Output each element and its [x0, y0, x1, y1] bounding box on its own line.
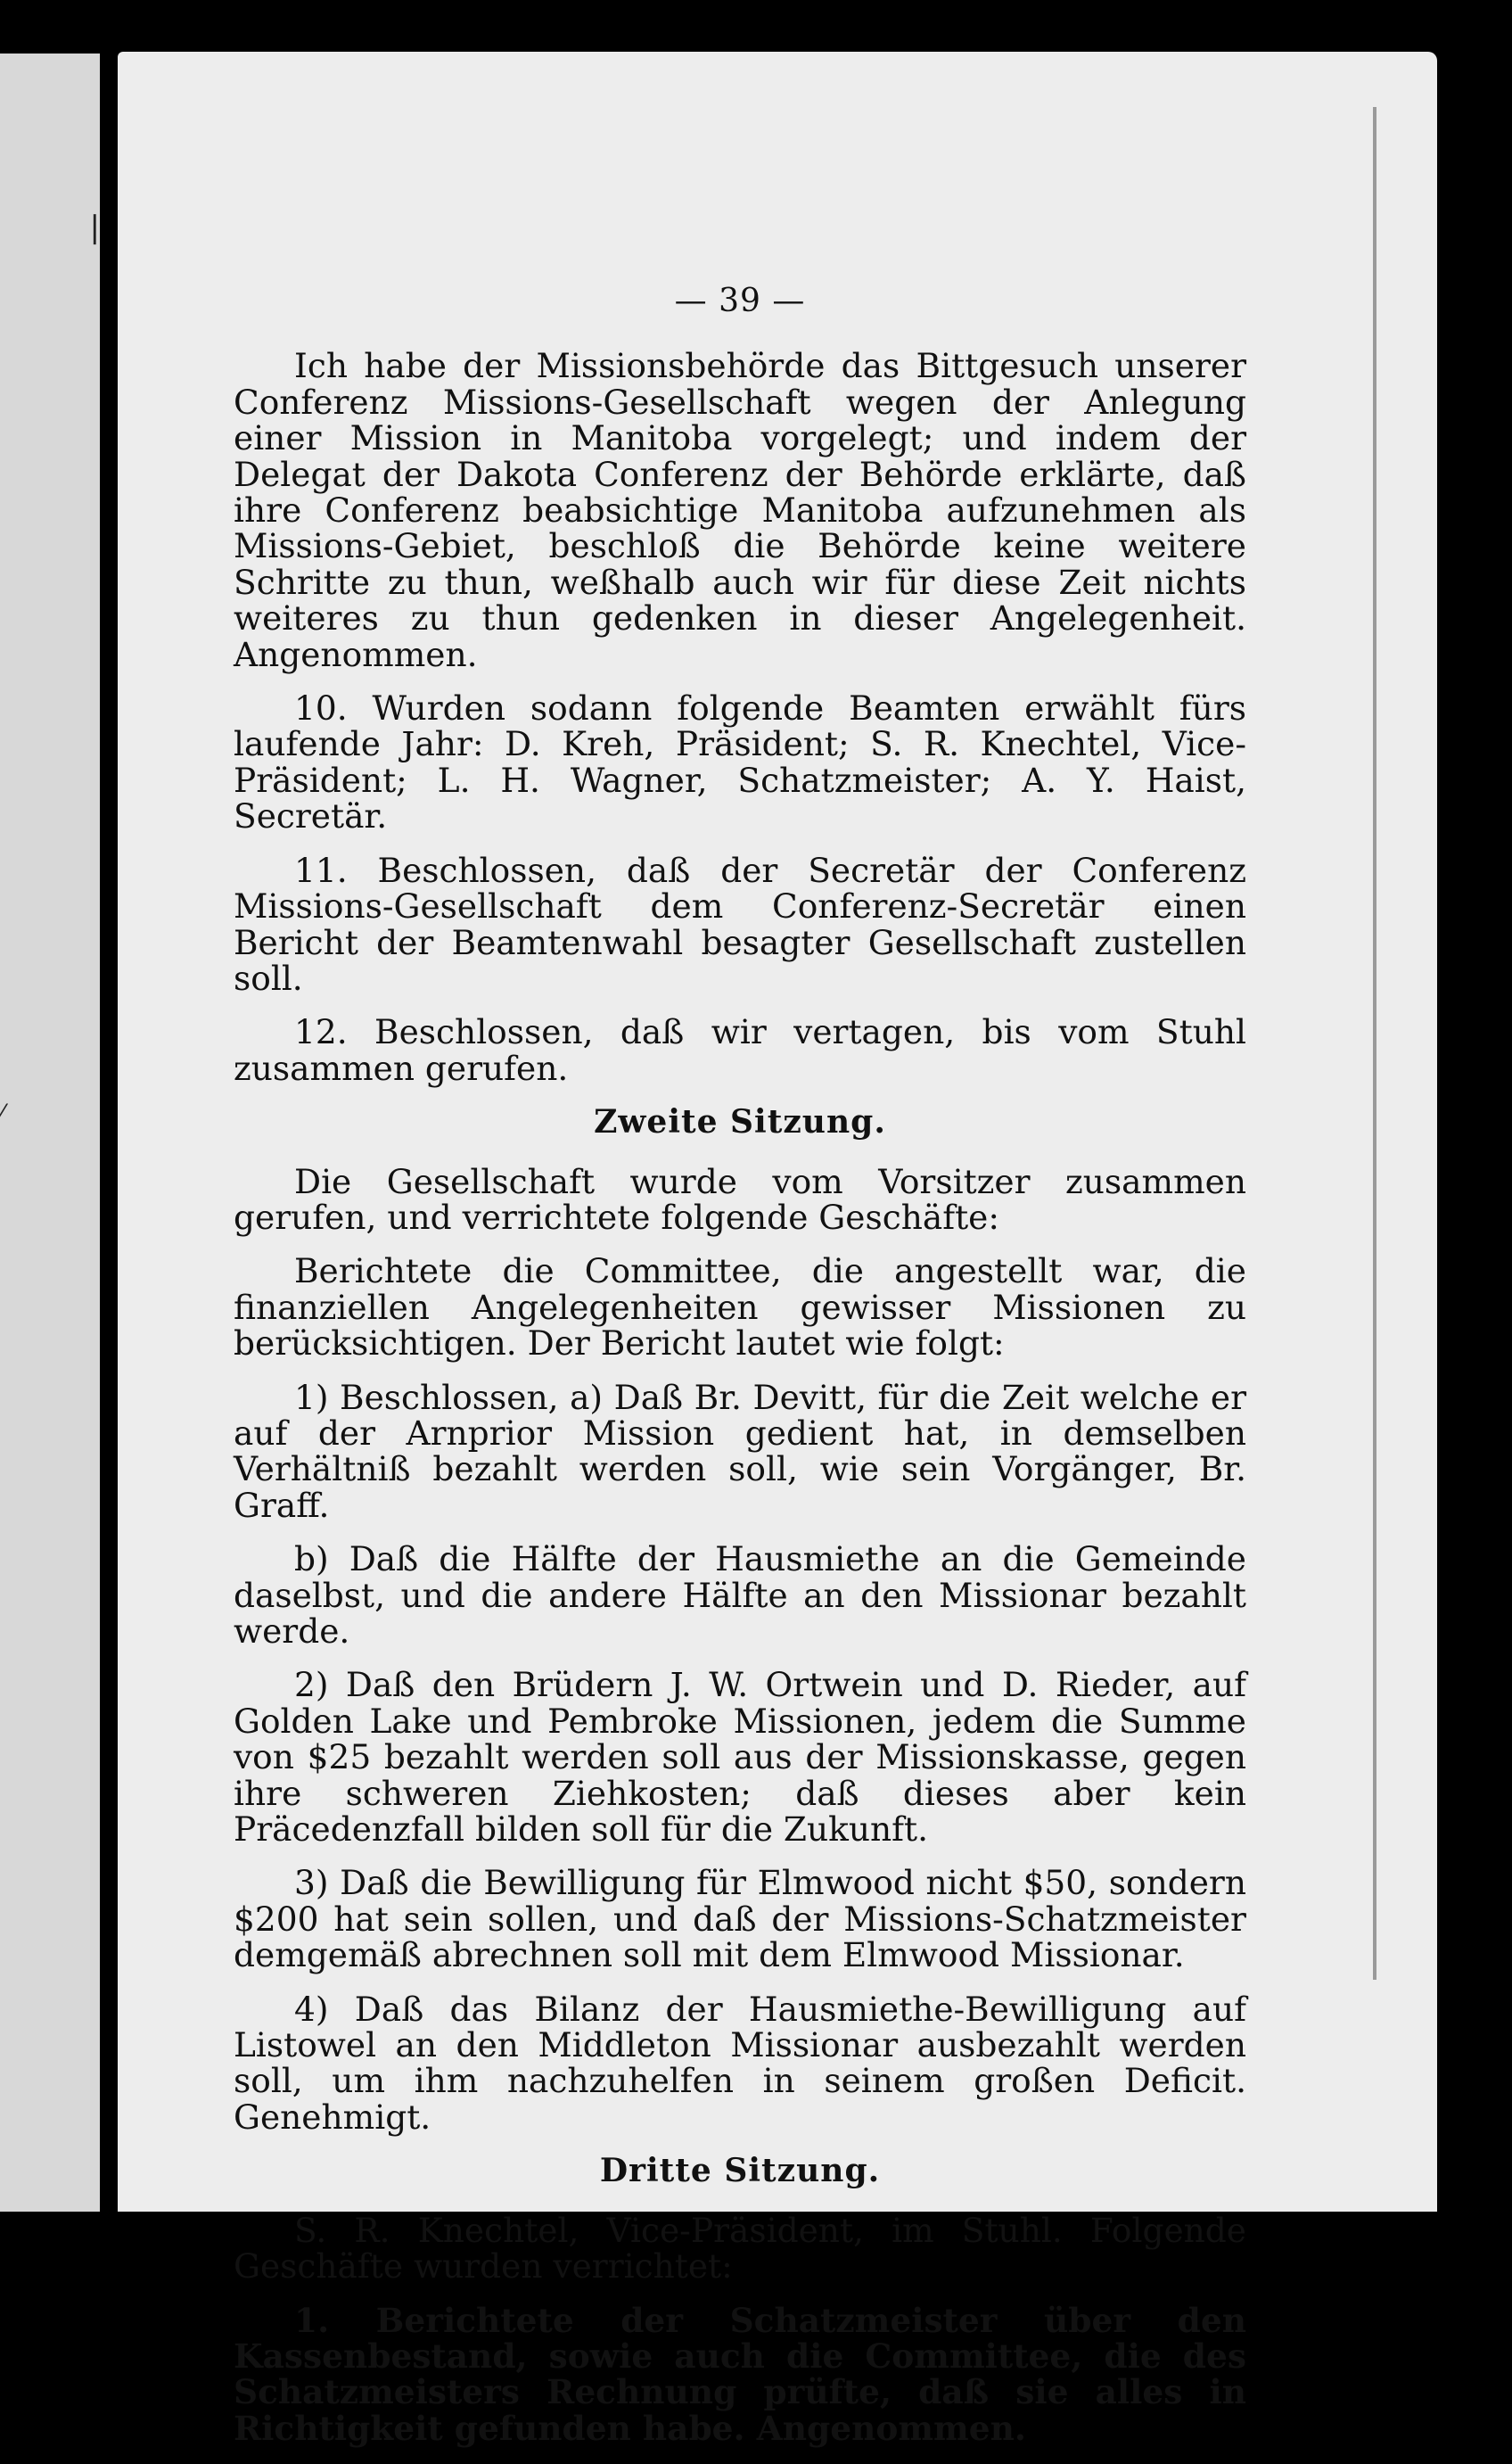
paragraph: Ich habe der Missionsbehörde das Bittgesuch unserer Conferenz Missions-Gesellschaft wegen der Anlegung einer Mission in Manitoba vorgelegt; und indem der Delegat der Dakota Conferenz der Behörde erklärte, daß ihre Conferenz beabsichtige Manitoba aufzunehmen als Missions-Gebiet, beschloß die Behörde keine weitere Schritte zu thun, weßhalb auch wir für diese Zeit nichts weiteres zu thun gedenken in dieser Angelegenheit. Angenommen.: [234, 346, 1246, 674]
margin-mark: ⁄: [0, 1100, 4, 1127]
paragraph: b) Daß die Hälfte der Hausmiethe an die Gemeinde daselbst, und die andere Hälfte an den Missionar bezahlt werde.: [234, 1539, 1246, 1651]
page-content: [234, 284, 1246, 2464]
paragraph: 12. Beschlossen, daß wir vertagen, bis vom Stuhl zusammen gerufen.: [234, 1012, 1246, 1088]
paragraph: S. R. Knechtel, Vice-Präsident, im Stuhl. Folgende Geschäfte wurden verrichtet:: [234, 2210, 1246, 2287]
paragraph: 4) Daß das Bilanz der Hausmiethe-Bewilligung auf Listowel an den Middleton Missionar ausbezahlt werden soll, um ihm nachzuhelfen in seinem großen Deficit. Genehmigt.: [234, 1989, 1246, 2137]
paragraph: 10. Wurden sodann folgende Beamten erwählt fürs laufende Jahr: D. Kreh, Präsident; S. R. Knechtel, Vice-Präsident; L. H. Wagner, Schatzmeister; A. Y. Haist, Secretär.: [234, 688, 1246, 836]
section-heading: Dritte Sitzung.: [599, 2152, 881, 2190]
paragraph: 3) Daß die Bewilligung für Elmwood nicht $50, sondern $200 hat sein sollen, und daß der Missions-Schatzmeister demgemäß abrechnen soll mit dem Elmwood Missionar.: [234, 1863, 1246, 1975]
paragraph: Die Gesellschaft wurde vom Vorsitzer zusammen gerufen, und verrichtete folgende Geschäfte:: [234, 1161, 1246, 1237]
paragraph: Berichtete die Committee, die angestellt war, die finanziellen Angelegenheiten gewisser Missionen zu berücksichtigen. Der Bericht lautet wie folgt:: [234, 1251, 1246, 1364]
paragraph: 1. Berichtete der Schatzmeister über den Kassenbestand, sowie auch die Committee, die des Schatzmeisters Rechnung prüfte, daß sie alles in Richtigkeit gefunden habe. Angenommen.: [234, 2300, 1246, 2448]
margin-mark: ❘: [82, 210, 108, 245]
paragraph: 1) Beschlossen, a) Daß Br. Devitt, für die Zeit welche er auf der Arnprior Mission gedient hat, in demselben Verhältniß bezahlt werden soll, wie sein Vorgänger, Br. Graff.: [234, 1377, 1246, 1525]
page-edge-shadow: [1373, 107, 1376, 1980]
section-heading: Zweite Sitzung.: [594, 1103, 886, 1141]
paragraph: 2) Daß den Brüdern J. W. Ortwein und D. Rieder, auf Golden Lake und Pembroke Missionen, jedem die Summe von $25 bezahlt werden soll aus der Missionskasse, gegen ihre schweren Ziehkosten; daß dieses aber kein Präcedenzfall bilden soll für die Zukunft.: [234, 1665, 1246, 1850]
adjacent-page-sliver: [0, 54, 108, 2212]
page-number: — 39 —: [674, 283, 806, 319]
paragraph: 11. Beschlossen, daß der Secretär der Conferenz Missions-Gesellschaft dem Conferenz-Secretär einen Bericht der Beamtenwahl besagter Gesellschaft zustellen soll.: [234, 850, 1246, 998]
